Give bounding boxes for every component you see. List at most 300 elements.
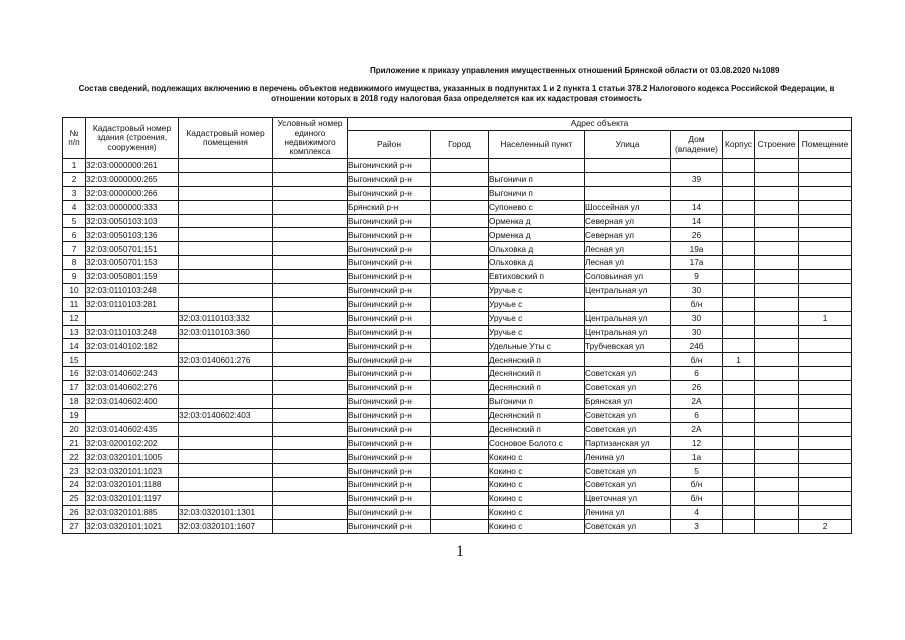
- cell-street: [585, 186, 671, 200]
- cell-block: [723, 492, 755, 506]
- cell-street: Советская ул: [585, 464, 671, 478]
- cell-complex-number: [273, 464, 348, 478]
- cell-premise: [799, 242, 852, 256]
- cell-city: [431, 270, 489, 284]
- table-row: [63, 242, 852, 256]
- cell-house: 30: [671, 283, 723, 297]
- cell-street: Советская ул: [585, 381, 671, 395]
- cell-block: [723, 464, 755, 478]
- cell-row-number: 23: [63, 464, 86, 478]
- cell-house: 5: [671, 464, 723, 478]
- cell-district: Выгоничский р-н: [348, 297, 431, 311]
- cell-structure: [755, 311, 799, 325]
- table-row: [63, 172, 852, 186]
- cell-house: б/н: [671, 297, 723, 311]
- cell-block: [723, 505, 755, 519]
- cell-locality: Сосновое Болото с: [489, 436, 585, 450]
- cell-row-number: 18: [63, 394, 86, 408]
- cell-premise: [799, 450, 852, 464]
- cell-complex-number: [273, 200, 348, 214]
- table-row: [63, 339, 852, 353]
- cell-premise: [799, 228, 852, 242]
- cell-street: Центральная ул: [585, 325, 671, 339]
- header-row-number: № п/п: [63, 118, 86, 159]
- cell-room-cadastral-number: 32:03:0320101:1301: [179, 505, 273, 519]
- cell-complex-number: [273, 186, 348, 200]
- cell-row-number: 12: [63, 311, 86, 325]
- cell-district: Выгоничский р-н: [348, 186, 431, 200]
- cell-city: [431, 242, 489, 256]
- header-row: [63, 118, 852, 131]
- cell-block: [723, 450, 755, 464]
- cell-premise: [799, 172, 852, 186]
- cell-complex-number: [273, 242, 348, 256]
- cell-structure: [755, 228, 799, 242]
- cell-street: Советская ул: [585, 408, 671, 422]
- cell-building-cadastral-number: 32:03:0110103:248: [86, 283, 179, 297]
- cell-structure: [755, 172, 799, 186]
- cell-complex-number: [273, 505, 348, 519]
- cell-house: 19а: [671, 242, 723, 256]
- header-house: Дом (владение): [671, 131, 723, 159]
- cell-row-number: 20: [63, 422, 86, 436]
- cell-locality: Кокино с: [489, 492, 585, 506]
- table-row: [63, 394, 852, 408]
- cell-street: Шоссейная ул: [585, 200, 671, 214]
- cell-premise: [799, 394, 852, 408]
- cell-district: Выгоничский р-н: [348, 325, 431, 339]
- cell-city: [431, 436, 489, 450]
- cell-room-cadastral-number: [179, 242, 273, 256]
- cell-district: Выгоничский р-н: [348, 478, 431, 492]
- cell-house: 14: [671, 214, 723, 228]
- cell-premise: [799, 200, 852, 214]
- cell-street: Брянская ул: [585, 394, 671, 408]
- cell-structure: [755, 381, 799, 395]
- cell-block: [723, 186, 755, 200]
- cell-row-number: 5: [63, 214, 86, 228]
- cell-street: Партизанская ул: [585, 436, 671, 450]
- cell-building-cadastral-number: [86, 311, 179, 325]
- cell-premise: [799, 214, 852, 228]
- header-city: Город: [431, 131, 489, 159]
- cell-complex-number: [273, 353, 348, 367]
- cell-house: 39: [671, 172, 723, 186]
- cell-building-cadastral-number: 32:03:0320101:1021: [86, 519, 179, 533]
- cell-block: [723, 159, 755, 173]
- cell-district: Выгоничский р-н: [348, 381, 431, 395]
- cell-locality: Кокино с: [489, 505, 585, 519]
- cell-row-number: 6: [63, 228, 86, 242]
- cell-room-cadastral-number: [179, 436, 273, 450]
- table-row: [63, 450, 852, 464]
- cell-complex-number: [273, 381, 348, 395]
- table-row: [63, 422, 852, 436]
- cell-city: [431, 214, 489, 228]
- cell-row-number: 14: [63, 339, 86, 353]
- cell-building-cadastral-number: 32:03:0050701:153: [86, 256, 179, 270]
- cell-district: Выгоничский р-н: [348, 436, 431, 450]
- table-row: [63, 228, 852, 242]
- cell-street: Лесная ул: [585, 256, 671, 270]
- cell-district: Выгоничский р-н: [348, 353, 431, 367]
- cell-locality: Кокино с: [489, 450, 585, 464]
- cell-row-number: 24: [63, 478, 86, 492]
- cell-building-cadastral-number: 32:03:0140102:182: [86, 339, 179, 353]
- cell-building-cadastral-number: 32:03:0200102:202: [86, 436, 179, 450]
- cell-row-number: 2: [63, 172, 86, 186]
- cell-building-cadastral-number: 32:03:0140602:243: [86, 367, 179, 381]
- table-row: [63, 505, 852, 519]
- cell-structure: [755, 325, 799, 339]
- cell-city: [431, 311, 489, 325]
- cell-locality: Выгоничи п: [489, 186, 585, 200]
- cell-city: [431, 450, 489, 464]
- cell-locality: Удельные Уты с: [489, 339, 585, 353]
- table-row: [63, 311, 852, 325]
- cell-premise: [799, 283, 852, 297]
- cell-district: Выгоничский р-н: [348, 256, 431, 270]
- cell-row-number: 13: [63, 325, 86, 339]
- cell-house: 24б: [671, 339, 723, 353]
- header-room-cadastral-number: Кадастровый номер помещения: [179, 118, 273, 159]
- cell-premise: 1: [799, 311, 852, 325]
- cell-street: Трубчевская ул: [585, 339, 671, 353]
- cell-structure: [755, 394, 799, 408]
- cell-city: [431, 492, 489, 506]
- cell-block: [723, 394, 755, 408]
- cell-city: [431, 464, 489, 478]
- cell-complex-number: [273, 450, 348, 464]
- cell-locality: Деснянский п: [489, 422, 585, 436]
- cell-room-cadastral-number: 32:03:0110103:332: [179, 311, 273, 325]
- cell-city: [431, 478, 489, 492]
- cell-building-cadastral-number: 32:03:0000000:333: [86, 200, 179, 214]
- cell-block: [723, 519, 755, 533]
- cell-premise: [799, 464, 852, 478]
- cell-building-cadastral-number: 32:03:0320101:1188: [86, 478, 179, 492]
- cell-building-cadastral-number: 32:03:0110103:281: [86, 297, 179, 311]
- table-row: [63, 353, 852, 367]
- cell-premise: [799, 367, 852, 381]
- cell-street: [585, 297, 671, 311]
- cell-locality: Евтиховский п: [489, 270, 585, 284]
- table-row: [63, 381, 852, 395]
- cell-structure: [755, 283, 799, 297]
- cell-city: [431, 519, 489, 533]
- cell-house: 30: [671, 325, 723, 339]
- cell-street: Северная ул: [585, 228, 671, 242]
- cell-complex-number: [273, 436, 348, 450]
- cell-house: 14: [671, 200, 723, 214]
- cell-building-cadastral-number: 32:03:0320101:1005: [86, 450, 179, 464]
- cell-structure: [755, 492, 799, 506]
- cell-room-cadastral-number: [179, 492, 273, 506]
- cell-city: [431, 186, 489, 200]
- cell-room-cadastral-number: 32:03:0320101:1607: [179, 519, 273, 533]
- cell-room-cadastral-number: [179, 478, 273, 492]
- cell-district: Выгоничский р-н: [348, 408, 431, 422]
- cell-block: [723, 367, 755, 381]
- cell-building-cadastral-number: 32:03:0000000:261: [86, 159, 179, 173]
- cell-room-cadastral-number: 32:03:0140602:403: [179, 408, 273, 422]
- cell-complex-number: [273, 256, 348, 270]
- cell-row-number: 3: [63, 186, 86, 200]
- cell-building-cadastral-number: 32:03:0320101:885: [86, 505, 179, 519]
- cell-block: [723, 283, 755, 297]
- cell-city: [431, 381, 489, 395]
- cell-room-cadastral-number: 32:03:0140601:276: [179, 353, 273, 367]
- cell-street: Цветочная ул: [585, 492, 671, 506]
- cell-locality: Деснянский п: [489, 367, 585, 381]
- cell-locality: Ольховка д: [489, 256, 585, 270]
- table-row: [63, 367, 852, 381]
- cell-premise: [799, 186, 852, 200]
- cell-locality: Орменка д: [489, 228, 585, 242]
- cell-house: 30: [671, 311, 723, 325]
- cell-locality: Деснянский п: [489, 408, 585, 422]
- cell-premise: [799, 422, 852, 436]
- cell-room-cadastral-number: [179, 381, 273, 395]
- cell-structure: [755, 339, 799, 353]
- cell-complex-number: [273, 492, 348, 506]
- cell-premise: [799, 408, 852, 422]
- cell-room-cadastral-number: [179, 283, 273, 297]
- property-registry-table: [62, 117, 852, 534]
- header-premise: Помещение: [799, 131, 852, 159]
- header-locality: Населенный пункт: [489, 131, 585, 159]
- cell-city: [431, 228, 489, 242]
- cell-locality: Супонево с: [489, 200, 585, 214]
- cell-house: 2А: [671, 394, 723, 408]
- cell-building-cadastral-number: [86, 408, 179, 422]
- cell-locality: Выгоничи п: [489, 394, 585, 408]
- cell-premise: [799, 478, 852, 492]
- table-row: [63, 519, 852, 533]
- cell-city: [431, 159, 489, 173]
- cell-row-number: 27: [63, 519, 86, 533]
- cell-row-number: 26: [63, 505, 86, 519]
- cell-house: б/н: [671, 492, 723, 506]
- cell-house: 6: [671, 367, 723, 381]
- cell-house: 1а: [671, 450, 723, 464]
- cell-complex-number: [273, 422, 348, 436]
- table-row: [63, 159, 852, 173]
- cell-row-number: 25: [63, 492, 86, 506]
- cell-locality: Уручье с: [489, 311, 585, 325]
- cell-complex-number: [273, 311, 348, 325]
- cell-city: [431, 353, 489, 367]
- cell-district: Выгоничский р-н: [348, 228, 431, 242]
- header-structure: Строение: [755, 131, 799, 159]
- cell-complex-number: [273, 394, 348, 408]
- cell-house: 26: [671, 228, 723, 242]
- cell-building-cadastral-number: 32:03:0050701:151: [86, 242, 179, 256]
- cell-house: 26: [671, 381, 723, 395]
- cell-building-cadastral-number: [86, 353, 179, 367]
- cell-city: [431, 422, 489, 436]
- cell-house: б/н: [671, 478, 723, 492]
- cell-premise: 2: [799, 519, 852, 533]
- cell-district: Выгоничский р-н: [348, 311, 431, 325]
- cell-block: [723, 408, 755, 422]
- cell-block: [723, 436, 755, 450]
- cell-block: [723, 214, 755, 228]
- cell-locality: Кокино с: [489, 478, 585, 492]
- table-body: [63, 159, 852, 534]
- cell-house: [671, 159, 723, 173]
- cell-district: Выгоничский р-н: [348, 505, 431, 519]
- cell-block: [723, 200, 755, 214]
- cell-room-cadastral-number: [179, 270, 273, 284]
- header-complex-number: Условный номер единого недвижимого комплекса: [273, 118, 348, 159]
- cell-structure: [755, 159, 799, 173]
- cell-row-number: 17: [63, 381, 86, 395]
- cell-district: Выгоничский р-н: [348, 270, 431, 284]
- cell-block: [723, 256, 755, 270]
- cell-city: [431, 505, 489, 519]
- cell-block: [723, 325, 755, 339]
- cell-house: 9: [671, 270, 723, 284]
- cell-premise: [799, 505, 852, 519]
- cell-street: Советская ул: [585, 519, 671, 533]
- cell-locality: Деснянский п: [489, 381, 585, 395]
- cell-room-cadastral-number: [179, 394, 273, 408]
- cell-premise: [799, 159, 852, 173]
- cell-building-cadastral-number: 32:03:0110103:248: [86, 325, 179, 339]
- cell-block: [723, 381, 755, 395]
- cell-house: б/н: [671, 353, 723, 367]
- table-row: [63, 478, 852, 492]
- page-number: 1: [456, 543, 464, 560]
- cell-block: [723, 270, 755, 284]
- table-row: [63, 436, 852, 450]
- table-row: [63, 214, 852, 228]
- cell-building-cadastral-number: 32:03:0050103:136: [86, 228, 179, 242]
- cell-room-cadastral-number: [179, 228, 273, 242]
- cell-building-cadastral-number: 32:03:0050103:103: [86, 214, 179, 228]
- header-address-group: Адрес объекта: [348, 118, 852, 131]
- cell-city: [431, 256, 489, 270]
- cell-block: [723, 172, 755, 186]
- cell-district: Выгоничский р-н: [348, 214, 431, 228]
- cell-district: Выгоничский р-н: [348, 172, 431, 186]
- cell-block: [723, 339, 755, 353]
- cell-building-cadastral-number: 32:03:0320101:1023: [86, 464, 179, 478]
- cell-locality: Кокино с: [489, 519, 585, 533]
- cell-locality: Орменка д: [489, 214, 585, 228]
- appendix-note: Приложение к приказу управления имущественных отношений Брянской области от 03.08.2020 №1089: [370, 66, 780, 75]
- header-street: Улица: [585, 131, 671, 159]
- cell-block: [723, 242, 755, 256]
- cell-complex-number: [273, 172, 348, 186]
- cell-street: [585, 353, 671, 367]
- cell-building-cadastral-number: 32:03:0000000:265: [86, 172, 179, 186]
- cell-street: Центральная ул: [585, 283, 671, 297]
- cell-room-cadastral-number: 32:03:0110103:360: [179, 325, 273, 339]
- cell-locality: Уручье с: [489, 283, 585, 297]
- cell-complex-number: [273, 339, 348, 353]
- table-row: [63, 408, 852, 422]
- cell-street: Ленина ул: [585, 450, 671, 464]
- cell-locality: Ольховка д: [489, 242, 585, 256]
- cell-city: [431, 172, 489, 186]
- cell-complex-number: [273, 408, 348, 422]
- cell-locality: Деснянский п: [489, 353, 585, 367]
- table-row: [63, 492, 852, 506]
- cell-row-number: 22: [63, 450, 86, 464]
- document-title: Состав сведений, подлежащих включению в перечень объектов недвижимого имущества, указанных в подпунктах 1 и 2 пункта 1 статьи 378.2 Налогового кодекса Российской Федерации, в отношении которых в 2018 году налоговая база определяется как их кадастровая стоимость: [78, 84, 835, 103]
- cell-building-cadastral-number: 32:03:0140602:400: [86, 394, 179, 408]
- cell-block: [723, 478, 755, 492]
- cell-structure: [755, 422, 799, 436]
- cell-building-cadastral-number: 32:03:0000000:266: [86, 186, 179, 200]
- cell-row-number: 4: [63, 200, 86, 214]
- cell-row-number: 10: [63, 283, 86, 297]
- cell-locality: Кокино с: [489, 464, 585, 478]
- cell-complex-number: [273, 325, 348, 339]
- cell-structure: [755, 436, 799, 450]
- cell-district: Брянский р-н: [348, 200, 431, 214]
- cell-premise: [799, 270, 852, 284]
- cell-block: [723, 422, 755, 436]
- cell-city: [431, 283, 489, 297]
- cell-complex-number: [273, 214, 348, 228]
- cell-structure: [755, 186, 799, 200]
- cell-district: Выгоничский р-н: [348, 519, 431, 533]
- cell-building-cadastral-number: 32:03:0140602:435: [86, 422, 179, 436]
- cell-row-number: 11: [63, 297, 86, 311]
- cell-structure: [755, 256, 799, 270]
- cell-building-cadastral-number: 32:03:0050801:159: [86, 270, 179, 284]
- cell-street: Северная ул: [585, 214, 671, 228]
- cell-city: [431, 200, 489, 214]
- cell-premise: [799, 297, 852, 311]
- cell-street: Центральная ул: [585, 311, 671, 325]
- cell-street: Советская ул: [585, 422, 671, 436]
- cell-structure: [755, 200, 799, 214]
- cell-structure: [755, 478, 799, 492]
- cell-locality: [489, 159, 585, 173]
- table-row: [63, 256, 852, 270]
- table-row: [63, 200, 852, 214]
- cell-street: Ленина ул: [585, 505, 671, 519]
- cell-street: Соловьиная ул: [585, 270, 671, 284]
- cell-room-cadastral-number: [179, 422, 273, 436]
- cell-row-number: 8: [63, 256, 86, 270]
- cell-premise: [799, 339, 852, 353]
- cell-room-cadastral-number: [179, 186, 273, 200]
- cell-complex-number: [273, 228, 348, 242]
- table-row: [63, 283, 852, 297]
- cell-house: 2А: [671, 422, 723, 436]
- cell-structure: [755, 214, 799, 228]
- cell-block: [723, 297, 755, 311]
- cell-complex-number: [273, 367, 348, 381]
- cell-structure: [755, 242, 799, 256]
- cell-room-cadastral-number: [179, 214, 273, 228]
- header-building-cadastral-number: Кадастровый номер здания (строения, сооружения): [86, 118, 179, 159]
- cell-street: [585, 172, 671, 186]
- cell-room-cadastral-number: [179, 367, 273, 381]
- cell-structure: [755, 519, 799, 533]
- cell-premise: [799, 325, 852, 339]
- cell-complex-number: [273, 159, 348, 173]
- cell-room-cadastral-number: [179, 339, 273, 353]
- cell-block: [723, 311, 755, 325]
- cell-building-cadastral-number: 32:03:0140602:276: [86, 381, 179, 395]
- cell-house: 12: [671, 436, 723, 450]
